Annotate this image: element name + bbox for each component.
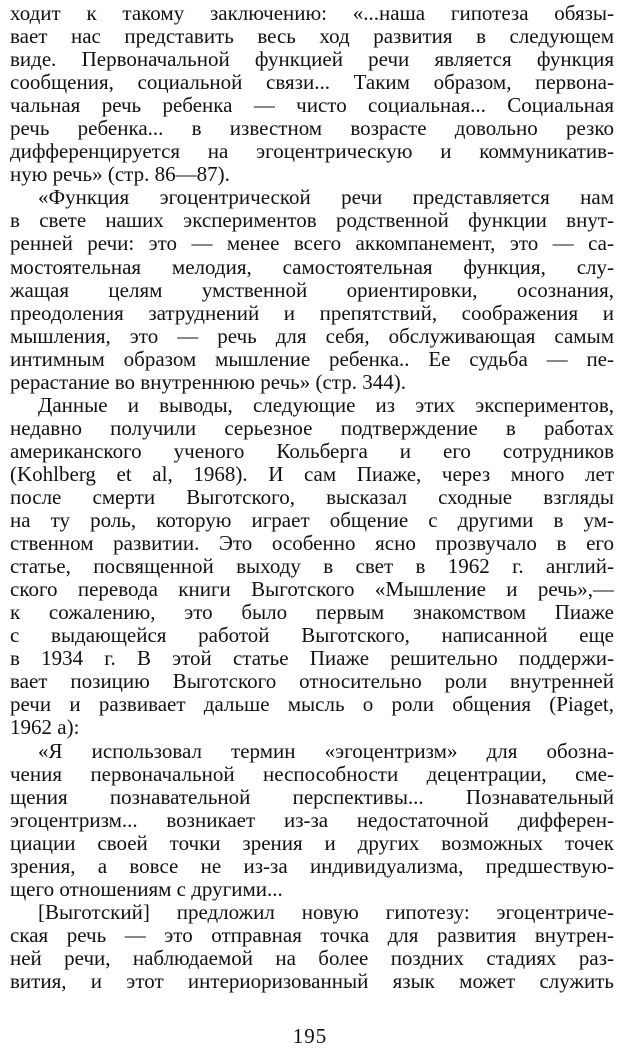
text-line: ней речи, наблюдаемой на более поздних стадиях раз- [10, 946, 614, 970]
text-line: в свете наших экспериментов родственной функции внут- [10, 209, 614, 233]
text-line: ходит к такому заключению: «...наша гипотеза обязы- [10, 2, 614, 25]
text-line: виде. Первоначальной функцией речи является функция [10, 48, 614, 72]
text-line: «Я использовал термин «эгоцентризм» для обозна- [38, 739, 614, 763]
text-line: статье, посвященной выходу в свет в 1962 г. англий- [10, 555, 614, 579]
text-line: «Функция эгоцентрической речи представляется нам [38, 186, 614, 210]
text-line: щего отношениям с другими... [10, 877, 283, 901]
text-line: рерастание во внутреннюю речь» (стр. 344). [10, 370, 406, 394]
text-line: после смерти Выготского, высказал сходные взгляды [10, 485, 614, 509]
text-line: вает нас представить весь ход развития в следующем [10, 25, 614, 49]
text-line: ственном развитии. Это особенно ясно прозвучало в его [10, 532, 614, 556]
text-line: на ту роль, которую играет общение с другими в ум- [10, 509, 614, 533]
text-line: речи и развивает дальше мысль о роли общения (Piaget, [10, 693, 614, 717]
text-line: мостоятельная мелодия, самостоятельная функция, слу- [10, 255, 614, 279]
text-line: чальная речь ребенка — чисто социальная... Социальная [10, 94, 614, 118]
text-line: ренней речи: это — менее всего аккомпанемент, это — са- [10, 232, 614, 256]
text-line: вития, и этот интериоризованный язык может служить [10, 969, 614, 993]
text-line: к сожалению, это было первым знакомством Пиаже [10, 601, 614, 625]
text-line: американского ученого Кольберга и его сотрудников [10, 439, 614, 463]
text-line: вает позицию Выготского относительно роли внутренней [10, 670, 614, 694]
text-line: щения познавательной перспективы... Познавательный [10, 785, 614, 809]
text-line: преодоления затруднений и препятствий, соображения и [10, 301, 614, 325]
text-line: речь ребенка... в известном возрасте довольно резко [10, 117, 614, 141]
text-line: дифференцируется на эгоцентрическую и коммуникатив- [10, 140, 614, 164]
text-line: с выдающейся работой Выготского, написанной еще [10, 624, 614, 648]
text-line: интимным образом мышление ребенка.. Ее судьба — пе- [10, 347, 614, 371]
text-line: недавно получили серьезное подтверждение в работах [10, 416, 614, 440]
text-line: эгоцентризм... возникает из-за недостаточной дифферен- [10, 808, 614, 832]
text-line: ского перевода книги Выготского «Мышление и речь»,— [10, 578, 614, 602]
text-line: жащая целям умственной ориентировки, осознания, [10, 278, 614, 302]
text-line: чения первоначальной неспособности децентрации, сме- [10, 762, 614, 786]
page-number: 195 [292, 1024, 328, 1048]
text-line: (Kohlberg et al, 1968). И сам Пиаже, через много лет [10, 462, 614, 486]
text-line: ская речь — это отправная точка для развития внутрен- [10, 923, 614, 947]
text-line: в 1934 г. В этой статье Пиаже решительно поддержи- [10, 647, 614, 671]
text-line: ную речь» (стр. 86—87). [10, 163, 230, 187]
body-text [10, 2, 614, 993]
text-line: сообщения, социальной связи... Таким образом, первона- [10, 71, 614, 95]
text-line: циации своей точки зрения и других возможных точек [10, 831, 614, 855]
text-line: 1962 a): [10, 716, 80, 740]
text-line: зрения, а вовсе не из-за индивидуализма, предшествую- [10, 854, 614, 878]
text-line: Данные и выводы, следующие из этих экспериментов, [38, 393, 614, 417]
text-line: мышления, это — речь для себя, обслуживающая самым [10, 324, 614, 348]
text-line: [Выготский] предложил новую гипотезу: эгоцентриче- [38, 900, 614, 924]
